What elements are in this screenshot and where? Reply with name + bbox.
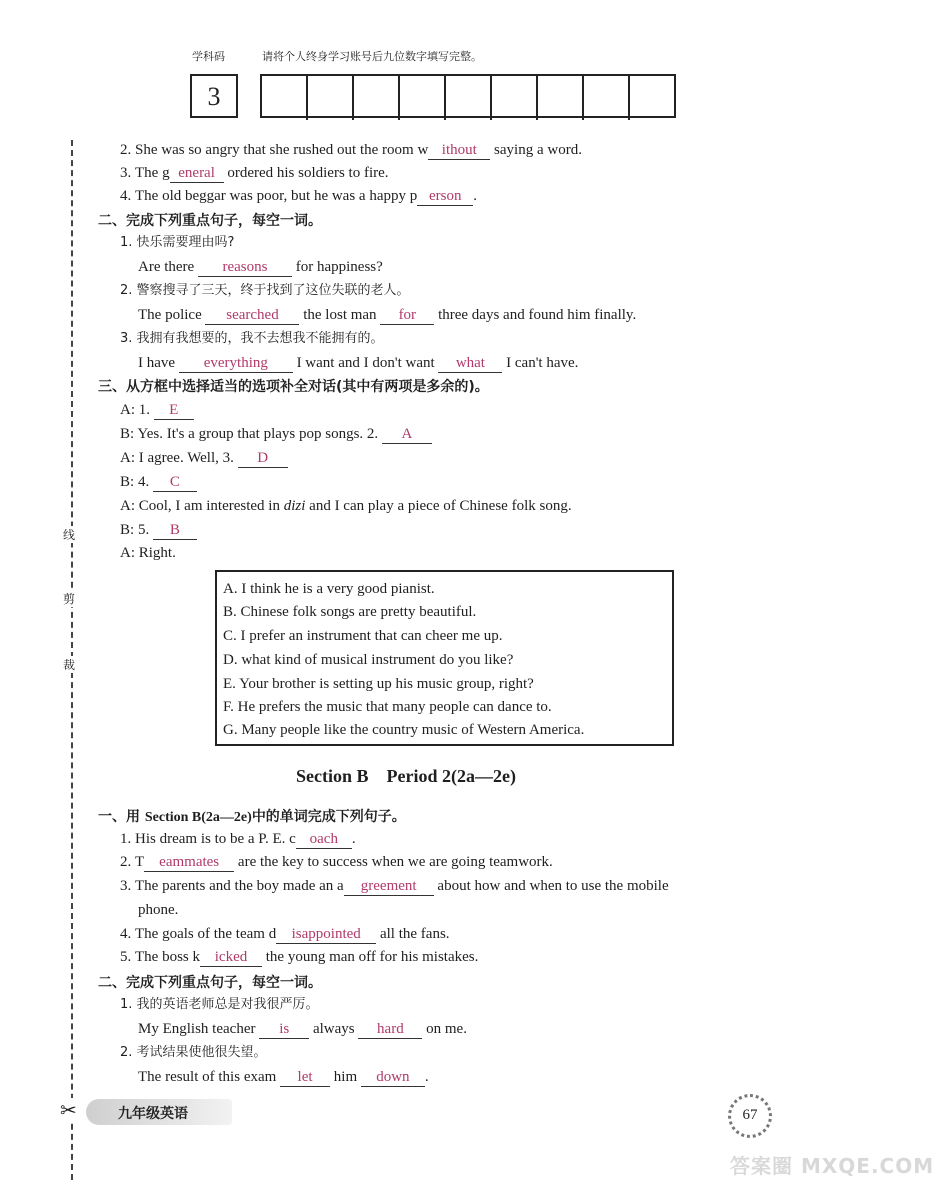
question-row: 1. His dream is to be a P. E. c oach .	[120, 831, 356, 847]
options-box	[215, 570, 674, 746]
chinese-prompt: 1. 快乐需要理由吗?	[120, 235, 235, 250]
question-row: 5. The boss k icked the young man off for his mistakes.	[120, 949, 479, 965]
answer-blank: eammates	[144, 854, 234, 872]
option-item: D. what kind of musical instrument do you like?	[223, 652, 514, 668]
section-heading: 二、完成下列重点句子，每空一词。	[98, 213, 322, 229]
question-row-continuation: phone.	[138, 902, 179, 918]
question-row: 4. The goals of the team d isappointed all the fans.	[120, 926, 450, 942]
cut-char-2: 剪	[63, 592, 76, 606]
page-number: 67	[742, 1107, 758, 1123]
section-b-title: Section B Period 2(2a—2e)	[296, 766, 516, 786]
watermark: 答案圈 MXQE.COM	[730, 1154, 934, 1178]
option-item: G. Many people like the country music of Western America.	[223, 722, 585, 738]
question-row: 3. The parents and the boy made an a greement about how and when to use the mobile	[120, 878, 669, 894]
answer-blank: C	[153, 474, 197, 492]
answer-blank: B	[153, 522, 197, 540]
subject-code-label: 学科码	[192, 50, 225, 63]
account-number-grid	[260, 74, 676, 118]
grid-cell	[306, 76, 308, 120]
answer-blank: for	[380, 307, 434, 325]
section-heading: 三、从方框中选择适当的选项补全对话(其中有两项是多余的)。	[98, 379, 489, 395]
answer-blank: E	[154, 402, 194, 420]
chinese-prompt: 2. 警察搜寻了三天，终于找到了这位失联的老人。	[120, 283, 410, 298]
question-row: 2. T eammates are the key to success when we are going teamwork.	[120, 854, 553, 870]
answer-blank: eneral	[170, 165, 224, 183]
scissors-icon: ✂	[60, 1100, 77, 1122]
dialog-line: A: Right.	[120, 545, 176, 561]
option-item: A. I think he is a very good pianist.	[223, 581, 435, 597]
answer-blank: isappointed	[276, 926, 376, 944]
answer-blank: A	[382, 426, 432, 444]
part1-questions	[120, 140, 820, 210]
dialog-line: B: 4. C	[120, 472, 197, 492]
footer-banner	[86, 1099, 232, 1125]
english-sentence: The result of this exam let him down .	[138, 1069, 429, 1085]
dialog-line: A: I agree. Well, 3. D	[120, 448, 288, 468]
answer-blank: what	[438, 355, 502, 373]
dialog-line: B: 5. B	[120, 520, 197, 540]
question-row: 4. The old beggar was poor, but he was a happy p erson .	[120, 188, 477, 204]
page-number-badge	[728, 1094, 772, 1138]
instruction-text: 请将个人终身学习账号后九位数字填写完整。	[262, 50, 482, 63]
option-item: B. Chinese folk songs are pretty beautiful.	[223, 604, 477, 620]
dialog	[120, 400, 820, 565]
cut-char-3: 裁	[63, 658, 76, 672]
dialog-line: B: Yes. It's a group that plays pop songs. 2. A	[120, 424, 432, 444]
dialog-line: A: Cool, I am interested in dizi and I can play a piece of Chinese folk song.	[120, 498, 572, 514]
section-b1-questions	[120, 829, 840, 969]
grid-cell	[628, 76, 630, 120]
question-row: 2. She was so angry that she rushed out the room w ithout saying a word.	[120, 142, 582, 158]
answer-blank: everything	[179, 355, 293, 373]
english-sentence: My English teacher is always hard on me.	[138, 1021, 467, 1037]
answer-blank: ithout	[428, 142, 490, 160]
chinese-prompt: 1. 我的英语老师总是对我很严厉。	[120, 997, 319, 1012]
section2-questions	[120, 233, 840, 378]
grid-cell	[536, 76, 538, 120]
book-title: 九年级英语	[118, 1106, 188, 1122]
english-sentence: I have everything I want and I don't want what I can't have.	[138, 355, 579, 371]
subject-code-box	[190, 74, 238, 118]
grid-cell	[490, 76, 492, 120]
section-heading: 二、完成下列重点句子，每空一词。	[98, 975, 322, 991]
grid-cell	[352, 76, 354, 120]
english-sentence: The police searched the lost man for three days and found him finally.	[138, 307, 637, 323]
grid-cell	[398, 76, 400, 120]
chinese-prompt: 3. 我拥有我想要的，我不去想我不能拥有的。	[120, 331, 384, 346]
dialog-line: A: 1. E	[120, 400, 194, 420]
answer-blank: hard	[358, 1021, 422, 1039]
answer-blank: down	[361, 1069, 425, 1087]
answer-blank: icked	[200, 949, 262, 967]
subject-code-value: 3	[207, 82, 221, 111]
english-sentence: Are there reasons for happiness?	[138, 259, 383, 275]
answer-blank: is	[259, 1021, 309, 1039]
question-row: 3. The g eneral ordered his soldiers to fire.	[120, 165, 389, 181]
chinese-prompt: 2. 考试结果使他很失望。	[120, 1045, 267, 1060]
grid-cell	[582, 76, 584, 120]
answer-blank: greement	[344, 878, 434, 896]
answer-blank: reasons	[198, 259, 292, 277]
option-item: E. Your brother is setting up his music group, right?	[223, 676, 534, 692]
option-item: F. He prefers the music that many people can dance to.	[223, 699, 552, 715]
option-item: C. I prefer an instrument that can cheer me up.	[223, 628, 503, 644]
section-b2-questions	[120, 995, 840, 1095]
answer-blank: let	[280, 1069, 330, 1087]
answer-blank: oach	[296, 831, 352, 849]
answer-blank: searched	[205, 307, 299, 325]
section-heading: 一、用 Section B(2a—2e)中的单词完成下列句子。	[98, 809, 406, 825]
grid-cell	[444, 76, 446, 120]
answer-blank: D	[238, 450, 288, 468]
cut-char-1: 线	[63, 528, 76, 542]
answer-blank: erson	[417, 188, 473, 206]
